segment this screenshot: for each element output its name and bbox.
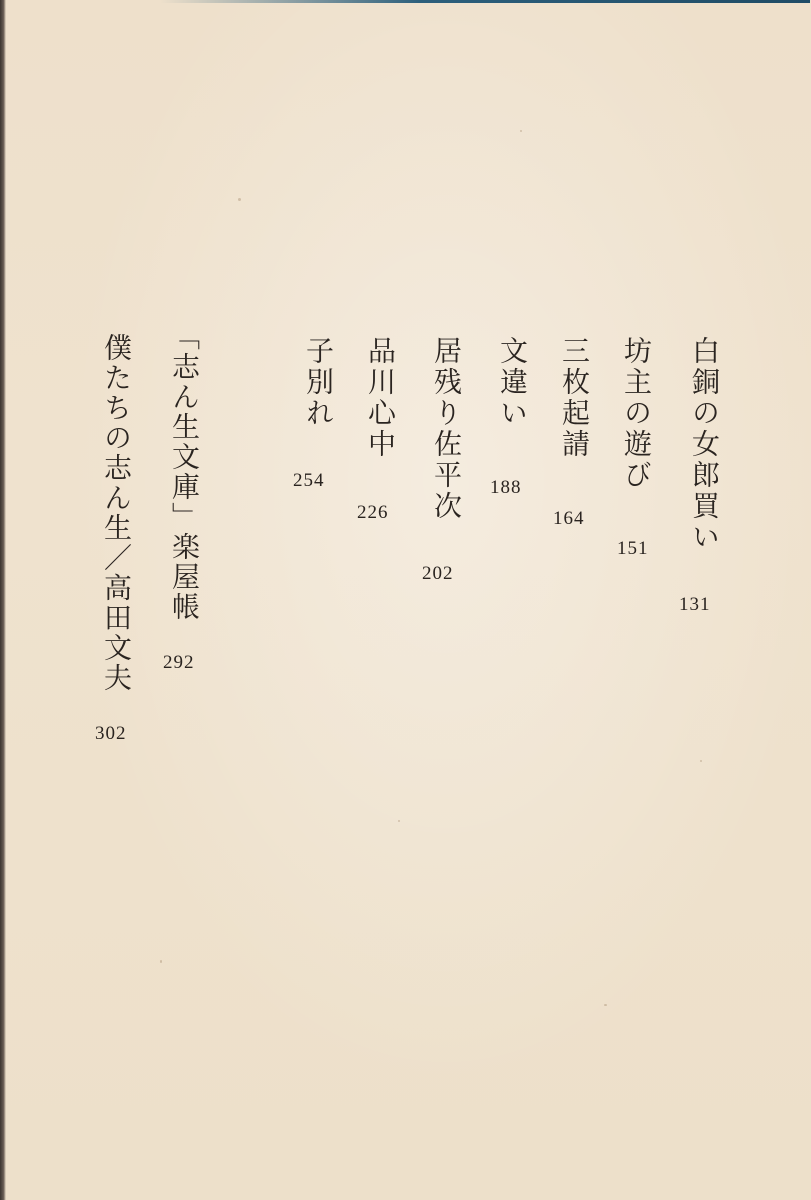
toc-entry-title: 品川心中 <box>364 336 397 460</box>
toc-entry-page: 226 <box>357 502 389 523</box>
toc-entry-title: 文違い <box>496 336 529 429</box>
page-edge-shadow <box>0 0 6 1200</box>
toc-entry-title: 僕たちの志ん生／高田文夫 <box>100 333 133 693</box>
toc-entry-page: 188 <box>490 477 522 498</box>
toc-entry-title: 居残り佐平次 <box>430 336 463 522</box>
toc-entry-page: 202 <box>422 563 454 584</box>
toc-entry-page: 254 <box>293 470 325 491</box>
paper-speck <box>160 960 162 963</box>
toc-entry-page: 131 <box>679 594 711 615</box>
toc-entry-title: 三枚起請 <box>558 336 591 460</box>
paper-speck <box>398 820 400 822</box>
paper-speck <box>604 1004 607 1006</box>
toc-entry-title: 坊主の遊び <box>620 336 653 491</box>
toc-entry-page: 292 <box>163 652 195 673</box>
paper-speck <box>238 198 241 201</box>
cover-edge-strip <box>160 0 810 3</box>
toc-entry-title: 子別れ <box>302 336 335 429</box>
paper-speck <box>520 130 522 132</box>
toc-entry-title: 白銅の女郎買い <box>688 336 721 553</box>
toc-entry-title: 「志ん生文庫」楽屋帳 <box>168 322 201 622</box>
toc-entry-page: 164 <box>553 508 585 529</box>
paper-speck <box>700 760 702 762</box>
toc-entry-page: 151 <box>617 538 649 559</box>
toc-entry-page: 302 <box>95 723 127 744</box>
